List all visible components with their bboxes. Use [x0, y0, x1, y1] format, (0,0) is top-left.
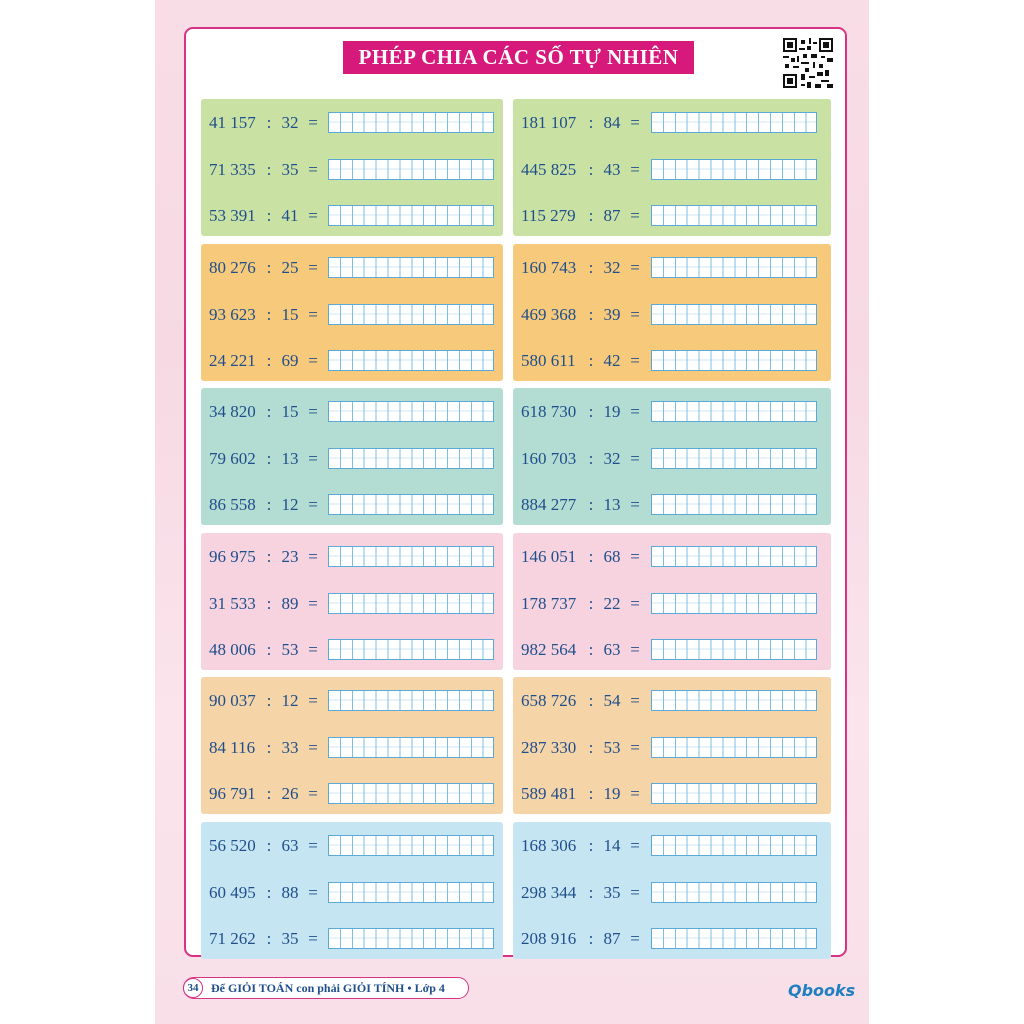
- answer-grid[interactable]: [651, 112, 817, 133]
- division-problem: [209, 348, 323, 374]
- exercise-panel: [201, 533, 503, 670]
- divisor: 54: [603, 691, 621, 711]
- division-problem: [209, 255, 323, 281]
- division-problem: [521, 492, 645, 518]
- answer-grid[interactable]: [328, 546, 494, 567]
- division-problem: [521, 926, 645, 952]
- exercise-panel: [201, 244, 503, 381]
- division-problem: [209, 926, 323, 952]
- division-sign: :: [266, 257, 272, 277]
- divisor: 15: [281, 304, 299, 324]
- division-problem: [209, 688, 323, 714]
- divisor: 88: [281, 883, 299, 902]
- answer-grid[interactable]: [328, 159, 494, 180]
- division-problem: [521, 591, 645, 617]
- division-problem: [521, 833, 645, 859]
- answer-grid[interactable]: [651, 639, 817, 660]
- answer-grid[interactable]: [651, 783, 817, 804]
- division-problem: [521, 255, 645, 281]
- equals-sign: =: [308, 546, 318, 566]
- dividend: 53 391: [209, 206, 256, 225]
- exercise-panel: [513, 533, 831, 670]
- division-sign: :: [266, 113, 272, 132]
- division-sign: :: [588, 784, 594, 804]
- divisor: 22: [603, 593, 621, 613]
- equals-sign: =: [630, 449, 640, 469]
- division-problem: [521, 302, 645, 328]
- division-sign: :: [588, 929, 594, 948]
- division-sign: :: [266, 738, 272, 758]
- equals-sign: =: [308, 402, 318, 422]
- divisor: 39: [603, 304, 621, 324]
- division-sign: :: [266, 206, 272, 225]
- answer-grid[interactable]: [328, 593, 494, 614]
- answer-grid[interactable]: [651, 690, 817, 711]
- dividend: 60 495: [209, 883, 256, 902]
- division-problem: [209, 833, 323, 859]
- equals-sign: =: [630, 691, 640, 711]
- dividend: 93 623: [209, 304, 256, 324]
- answer-grid[interactable]: [328, 928, 494, 949]
- division-problem: [521, 880, 645, 906]
- dividend: 178 737: [521, 593, 577, 613]
- dividend: 580 611: [521, 350, 576, 370]
- exercise-panel: [201, 822, 503, 959]
- dividend: 658 726: [521, 691, 577, 711]
- answer-grid[interactable]: [651, 205, 817, 226]
- division-problem: [209, 591, 323, 617]
- divisor: 15: [281, 402, 299, 422]
- equals-sign: =: [630, 738, 640, 758]
- division-problem: [521, 446, 645, 472]
- equals-sign: =: [630, 350, 640, 370]
- dividend: 31 533: [209, 593, 256, 613]
- divisor: 87: [603, 929, 621, 948]
- division-sign: :: [588, 257, 594, 277]
- division-sign: :: [588, 691, 594, 711]
- division-sign: :: [588, 883, 594, 902]
- division-problem: [209, 544, 323, 570]
- page-title: PHÉP CHIA CÁC SỐ TỰ NHIÊN: [343, 41, 694, 74]
- division-problem: [209, 492, 323, 518]
- division-sign: :: [266, 495, 272, 515]
- division-sign: :: [588, 546, 594, 566]
- answer-grid[interactable]: [651, 304, 817, 325]
- division-sign: :: [588, 639, 594, 659]
- division-problem: [521, 735, 645, 761]
- division-problem: [209, 203, 323, 229]
- divisor: 41: [281, 206, 299, 225]
- equals-sign: =: [630, 257, 640, 277]
- answer-grid[interactable]: [651, 546, 817, 567]
- dividend: 982 564: [521, 639, 577, 659]
- division-problem: [521, 203, 645, 229]
- dividend: 79 602: [209, 449, 256, 469]
- answer-grid[interactable]: [651, 159, 817, 180]
- equals-sign: =: [630, 929, 640, 948]
- dividend: 71 335: [209, 160, 256, 179]
- dividend: 56 520: [209, 836, 256, 855]
- divisor: 33: [281, 738, 299, 758]
- exercise-panel: [201, 677, 503, 814]
- divisor: 63: [281, 836, 299, 855]
- equals-sign: =: [308, 593, 318, 613]
- exercise-panel: [513, 677, 831, 814]
- answer-grid[interactable]: [328, 835, 494, 856]
- division-problem: [521, 399, 645, 425]
- division-sign: :: [588, 113, 594, 132]
- equals-sign: =: [630, 546, 640, 566]
- division-sign: :: [266, 593, 272, 613]
- division-sign: :: [266, 402, 272, 422]
- divisor: 53: [281, 639, 299, 659]
- divisor: 32: [603, 449, 621, 469]
- dividend: 445 825: [521, 160, 577, 179]
- divisor: 53: [603, 738, 621, 758]
- divisor: 43: [603, 160, 621, 179]
- exercise-panel: [513, 388, 831, 525]
- dividend: 618 730: [521, 402, 577, 422]
- equals-sign: =: [308, 738, 318, 758]
- equals-sign: =: [630, 639, 640, 659]
- divisor: 35: [603, 883, 621, 902]
- answer-grid[interactable]: [328, 257, 494, 278]
- divisor: 14: [603, 836, 621, 855]
- division-problem: [521, 110, 645, 136]
- footer-banner: [183, 977, 469, 999]
- answer-grid[interactable]: [651, 835, 817, 856]
- dividend: 884 277: [521, 495, 577, 515]
- division-problem: [521, 348, 645, 374]
- divisor: 68: [603, 546, 621, 566]
- answer-grid[interactable]: [651, 593, 817, 614]
- divisor: 84: [603, 113, 621, 132]
- division-problem: [521, 637, 645, 663]
- equals-sign: =: [308, 836, 318, 855]
- division-sign: :: [588, 206, 594, 225]
- publisher-logo: Qbooks: [788, 980, 856, 1000]
- equals-sign: =: [308, 784, 318, 804]
- answer-grid[interactable]: [328, 350, 494, 371]
- page-number: 34: [183, 978, 203, 998]
- answer-grid[interactable]: [328, 448, 494, 469]
- equals-sign: =: [308, 449, 318, 469]
- division-problem: [209, 446, 323, 472]
- equals-sign: =: [630, 402, 640, 422]
- division-sign: :: [588, 836, 594, 855]
- equals-sign: =: [308, 929, 318, 948]
- division-sign: :: [266, 691, 272, 711]
- equals-sign: =: [630, 206, 640, 225]
- divisor: 19: [603, 784, 621, 804]
- divisor: 35: [281, 929, 299, 948]
- answer-grid[interactable]: [651, 448, 817, 469]
- dividend: 80 276: [209, 257, 256, 277]
- dividend: 160 703: [521, 449, 577, 469]
- dividend: 86 558: [209, 495, 256, 515]
- answer-grid[interactable]: [328, 112, 494, 133]
- equals-sign: =: [630, 304, 640, 324]
- division-sign: :: [588, 495, 594, 515]
- equals-sign: =: [630, 836, 640, 855]
- division-problem: [209, 781, 323, 807]
- dividend: 589 481: [521, 784, 577, 804]
- division-sign: :: [588, 402, 594, 422]
- exercise-panel: [201, 99, 503, 236]
- division-problem: [209, 399, 323, 425]
- divisor: 32: [281, 113, 299, 132]
- footer-text: Để GIỎI TOÁN con phải GIỎI TÍNH • Lớp 4: [211, 980, 445, 995]
- divisor: 69: [281, 350, 299, 370]
- answer-grid[interactable]: [651, 882, 817, 903]
- equals-sign: =: [308, 206, 318, 225]
- equals-sign: =: [308, 883, 318, 902]
- answer-grid[interactable]: [328, 690, 494, 711]
- dividend: 71 262: [209, 929, 256, 948]
- equals-sign: =: [630, 495, 640, 515]
- equals-sign: =: [308, 691, 318, 711]
- exercise-panel: [513, 99, 831, 236]
- dividend: 84 116: [209, 738, 256, 758]
- division-sign: :: [266, 639, 272, 659]
- exercise-panel: [513, 244, 831, 381]
- division-sign: :: [588, 304, 594, 324]
- answer-grid[interactable]: [328, 737, 494, 758]
- division-sign: :: [588, 738, 594, 758]
- answer-grid[interactable]: [328, 783, 494, 804]
- equals-sign: =: [308, 304, 318, 324]
- answer-grid[interactable]: [651, 494, 817, 515]
- division-problem: [209, 157, 323, 183]
- dividend: 48 006: [209, 639, 256, 659]
- divisor: 87: [603, 206, 621, 225]
- exercise-panel: [201, 388, 503, 525]
- dividend: 34 820: [209, 402, 256, 422]
- equals-sign: =: [630, 883, 640, 902]
- division-sign: :: [266, 350, 272, 370]
- divisor: 42: [603, 350, 621, 370]
- division-sign: :: [266, 160, 272, 179]
- dividend: 24 221: [209, 350, 256, 370]
- dividend: 168 306: [521, 836, 577, 855]
- answer-grid[interactable]: [651, 737, 817, 758]
- division-problem: [521, 688, 645, 714]
- dividend: 208 916: [521, 929, 577, 948]
- answer-grid[interactable]: [328, 882, 494, 903]
- division-problem: [209, 110, 323, 136]
- equals-sign: =: [308, 350, 318, 370]
- answer-grid[interactable]: [651, 928, 817, 949]
- division-sign: :: [266, 449, 272, 469]
- answer-grid[interactable]: [328, 401, 494, 422]
- equals-sign: =: [630, 784, 640, 804]
- division-sign: :: [266, 784, 272, 804]
- answer-grid[interactable]: [328, 494, 494, 515]
- division-sign: :: [588, 160, 594, 179]
- divisor: 26: [281, 784, 299, 804]
- answer-grid[interactable]: [328, 304, 494, 325]
- equals-sign: =: [308, 495, 318, 515]
- divisor: 13: [603, 495, 621, 515]
- division-sign: :: [588, 449, 594, 469]
- answer-grid[interactable]: [651, 350, 817, 371]
- equals-sign: =: [630, 593, 640, 613]
- division-sign: :: [266, 304, 272, 324]
- division-problem: [521, 781, 645, 807]
- answer-grid[interactable]: [328, 639, 494, 660]
- answer-grid[interactable]: [651, 257, 817, 278]
- dividend: 287 330: [521, 738, 577, 758]
- divisor: 32: [603, 257, 621, 277]
- dividend: 298 344: [521, 883, 577, 902]
- divisor: 35: [281, 160, 299, 179]
- exercise-panel: [513, 822, 831, 959]
- division-problem: [521, 544, 645, 570]
- equals-sign: =: [308, 639, 318, 659]
- equals-sign: =: [308, 113, 318, 132]
- divisor: 25: [281, 257, 299, 277]
- division-problem: [209, 302, 323, 328]
- answer-grid[interactable]: [651, 401, 817, 422]
- dividend: 96 791: [209, 784, 256, 804]
- qr-code-icon: [783, 38, 833, 88]
- dividend: 96 975: [209, 546, 256, 566]
- division-sign: :: [266, 546, 272, 566]
- division-sign: :: [588, 350, 594, 370]
- answer-grid[interactable]: [328, 205, 494, 226]
- divisor: 12: [281, 495, 299, 515]
- division-sign: :: [266, 929, 272, 948]
- divisor: 23: [281, 546, 299, 566]
- equals-sign: =: [308, 257, 318, 277]
- dividend: 115 279: [521, 206, 576, 225]
- divisor: 12: [281, 691, 299, 711]
- division-sign: :: [588, 593, 594, 613]
- dividend: 41 157: [209, 113, 256, 132]
- division-problem: [521, 157, 645, 183]
- equals-sign: =: [630, 113, 640, 132]
- division-sign: :: [266, 836, 272, 855]
- dividend: 469 368: [521, 304, 577, 324]
- equals-sign: =: [630, 160, 640, 179]
- division-problem: [209, 637, 323, 663]
- divisor: 89: [281, 593, 299, 613]
- division-problem: [209, 735, 323, 761]
- divisor: 19: [603, 402, 621, 422]
- divisor: 63: [603, 639, 621, 659]
- dividend: 181 107: [521, 113, 577, 132]
- equals-sign: =: [308, 160, 318, 179]
- division-problem: [209, 880, 323, 906]
- dividend: 146 051: [521, 546, 577, 566]
- division-sign: :: [266, 883, 272, 902]
- dividend: 90 037: [209, 691, 256, 711]
- divisor: 13: [281, 449, 299, 469]
- dividend: 160 743: [521, 257, 577, 277]
